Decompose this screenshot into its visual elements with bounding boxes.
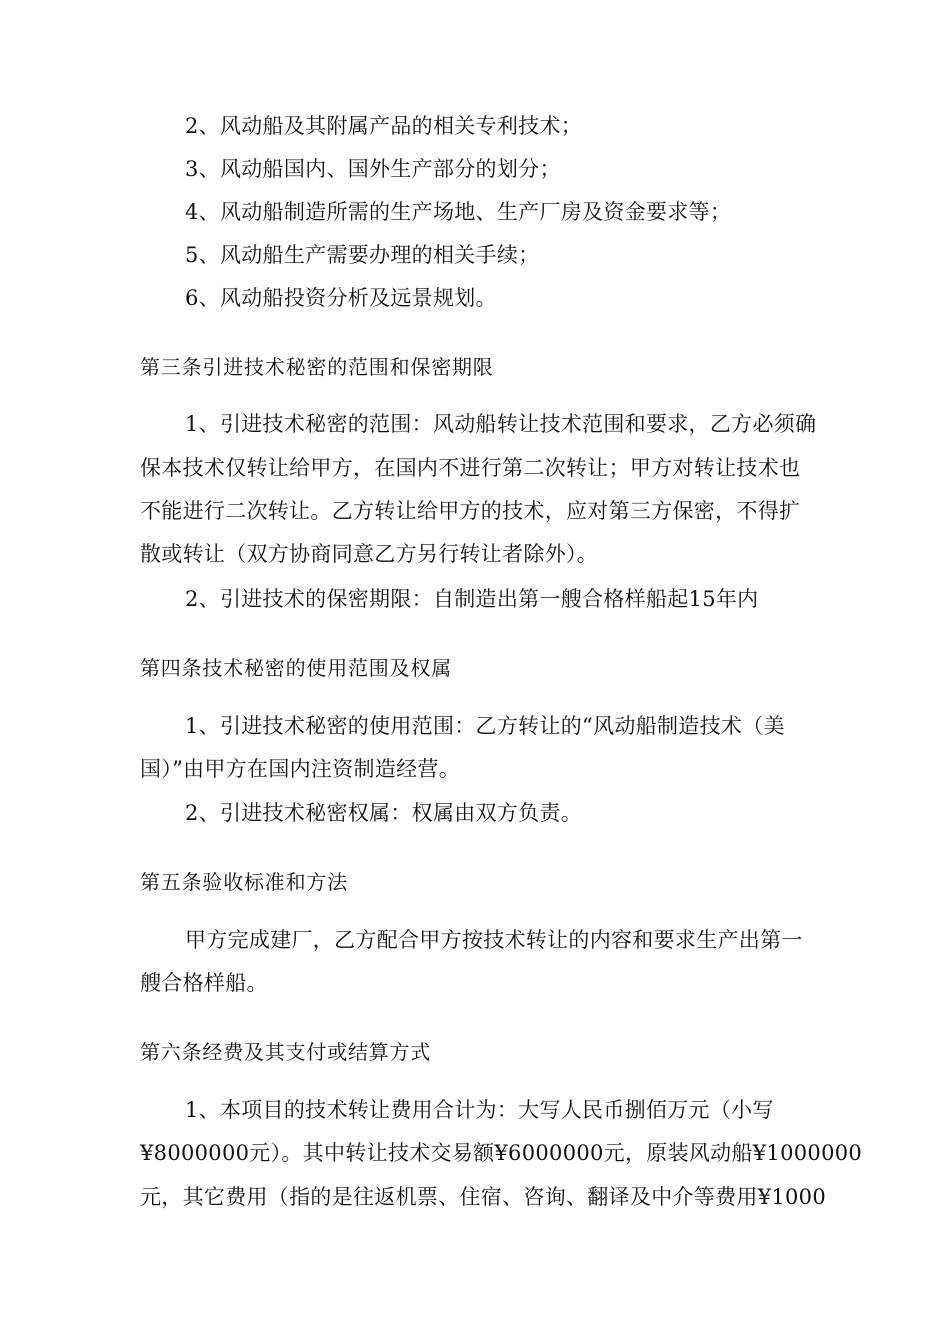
paragraph-line: 1、引进技术秘密的范围：风动船转让技术范围和要求，乙方必须确	[185, 412, 817, 436]
paragraph-line: 甲方完成建厂，乙方配合甲方按技术转让的内容和要求生产出第一	[185, 928, 803, 952]
paragraph-line: 国）”由甲方在国内注资制造经营。	[140, 757, 461, 781]
paragraph-line: 元，其它费用（指的是往返机票、住宿、咨询、翻译及中介等费用¥1000	[140, 1185, 827, 1209]
article-5-heading: 第五条验收标准和方法	[140, 870, 348, 894]
paragraph-line: 保本技术仅转让给甲方，在国内不进行第二次转让；甲方对转让技术也	[140, 456, 801, 480]
list-item: 2、风动船及其附属产品的相关专利技术；	[185, 114, 583, 138]
paragraph-line: 2、引进技术的保密期限：自制造出第一艘合格样船起15年内	[185, 587, 759, 611]
list-item: 4、风动船制造所需的生产场地、生产厂房及资金要求等；	[185, 200, 732, 224]
paragraph-line: 1、引进技术秘密的使用范围：乙方转让的“风动船制造技术（美	[185, 714, 785, 738]
article-3-heading: 第三条引进技术秘密的范围和保密期限	[140, 355, 494, 379]
paragraph-line: 不能进行二次转让。乙方转让给甲方的技术，应对第三方保密，不得扩	[140, 499, 801, 523]
paragraph-line: ¥8000000元）。其中转让技术交易额¥6000000元，原装风动船¥1000000	[140, 1141, 863, 1165]
paragraph-line: 2、引进技术秘密权属：权属由双方负责。	[185, 801, 583, 825]
paragraph-line: 散或转让（双方协商同意乙方另行转让者除外）。	[140, 542, 599, 566]
list-item: 3、风动船国内、国外生产部分的划分；	[185, 157, 561, 181]
article-6-heading: 第六条经费及其支付或结算方式	[140, 1040, 432, 1064]
list-item: 5、风动船生产需要办理的相关手续；	[185, 243, 540, 267]
list-item: 6、风动船投资分析及远景规划。	[185, 286, 497, 310]
article-4-heading: 第四条技术秘密的使用范围及权属	[140, 656, 452, 680]
paragraph-line: 1、本项目的技术转让费用合计为：大写人民币捌佰万元（小写	[185, 1098, 774, 1122]
paragraph-line: 艘合格样船。	[140, 971, 268, 995]
